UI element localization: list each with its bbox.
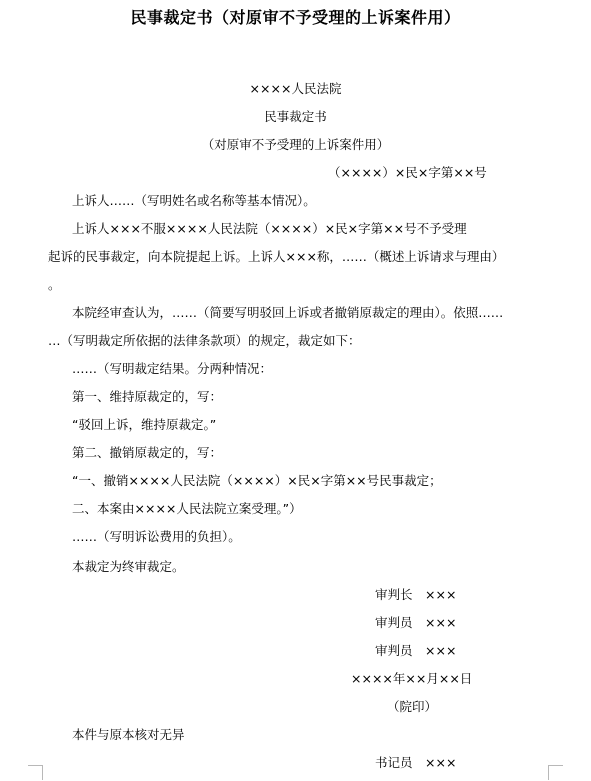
- signature-judge: 审判员 ×××: [375, 643, 457, 658]
- review-paragraph-line: …（写明裁定所依据的法律条款项）的规定，裁定如下：: [48, 333, 361, 348]
- appeal-paragraph-line: 起诉的民事裁定，向本院提起上诉。上诉人×××称，……（概述上诉请求与理由）: [48, 249, 505, 264]
- document-type: 民事裁定书: [264, 109, 327, 124]
- result-intro: ……（写明裁定结果。分两种情况：: [72, 361, 273, 376]
- case1-title: 第一、维持原裁定的，写：: [72, 389, 223, 404]
- page-corner-mark: [28, 765, 43, 780]
- appeal-paragraph-line: 。: [48, 277, 61, 292]
- signature-judge: 审判员 ×××: [375, 615, 457, 630]
- signature-chief-judge: 审判长 ×××: [375, 587, 457, 602]
- court-name: ××××人民法院: [249, 81, 342, 96]
- case2-title: 第二、撤销原裁定的，写：: [72, 445, 223, 460]
- document-subtitle: （对原审不予受理的上诉案件用）: [201, 137, 390, 152]
- cost-paragraph: ……（写明诉讼费用的负担）。: [72, 529, 241, 544]
- final-paragraph: 本裁定为终审裁定。: [72, 559, 185, 574]
- page-title: 民事裁定书（对原审不予受理的上诉案件用）: [130, 8, 461, 27]
- case2-item2: 二、本案由××××人民法院立案受理。”）: [72, 501, 302, 516]
- case-number: （××××）×民×字第××号: [328, 165, 487, 180]
- certification-text: 本件与原本核对无异: [72, 727, 185, 742]
- case2-item1: “一、撤销××××人民法院（××××）×民×字第××号民事裁定；: [72, 473, 442, 488]
- signature-date: ××××年××月××日: [351, 671, 473, 686]
- review-paragraph-line: 本院经审查认为，……（简要写明驳回上诉或者撤销原裁定的理由）。依照……: [72, 305, 504, 320]
- signature-clerk: 书记员 ×××: [375, 755, 457, 770]
- appellant-info-paragraph: 上诉人……（写明姓名或名称等基本情况）。: [72, 193, 316, 208]
- page-corner-mark: [548, 765, 563, 780]
- appeal-paragraph-line: 上诉人×××不服××××人民法院（××××）×民×字第××号不予受理: [72, 221, 467, 236]
- court-seal: （院印）: [387, 699, 438, 714]
- case1-text: “驳回上诉，维持原裁定。”: [72, 417, 217, 432]
